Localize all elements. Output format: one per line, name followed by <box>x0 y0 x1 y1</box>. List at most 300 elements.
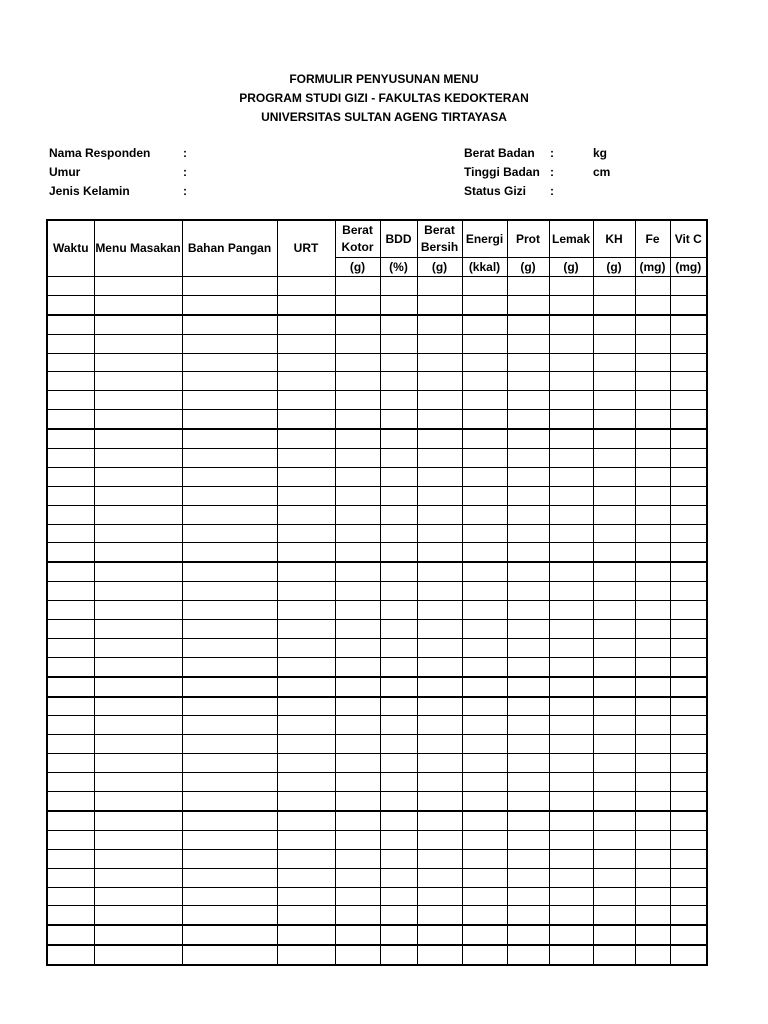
table-cell[interactable] <box>94 315 182 334</box>
table-cell[interactable] <box>182 524 277 543</box>
table-cell[interactable] <box>549 830 593 849</box>
table-cell[interactable] <box>507 868 549 887</box>
table-cell[interactable] <box>635 486 670 505</box>
table-cell[interactable] <box>635 467 670 486</box>
table-cell[interactable] <box>593 638 635 657</box>
table-cell[interactable] <box>94 677 182 697</box>
table-cell[interactable] <box>417 620 462 639</box>
table-cell[interactable] <box>417 601 462 620</box>
table-cell[interactable] <box>462 773 507 792</box>
table-cell[interactable] <box>182 334 277 353</box>
table-cell[interactable] <box>635 830 670 849</box>
table-cell[interactable] <box>670 792 707 811</box>
table-cell[interactable] <box>417 582 462 601</box>
table-cell[interactable] <box>335 353 380 372</box>
table-cell[interactable] <box>635 792 670 811</box>
table-cell[interactable] <box>593 449 635 468</box>
table-cell[interactable] <box>182 773 277 792</box>
table-cell[interactable] <box>635 277 670 296</box>
table-cell[interactable] <box>635 868 670 887</box>
table-cell[interactable] <box>670 716 707 735</box>
table-cell[interactable] <box>94 735 182 754</box>
table-cell[interactable] <box>593 792 635 811</box>
table-cell[interactable] <box>670 315 707 334</box>
table-cell[interactable] <box>593 868 635 887</box>
table-cell[interactable] <box>635 524 670 543</box>
table-cell[interactable] <box>417 353 462 372</box>
table-cell[interactable] <box>462 716 507 735</box>
table-cell[interactable] <box>670 945 707 965</box>
table-cell[interactable] <box>380 638 417 657</box>
table-cell[interactable] <box>507 792 549 811</box>
table-cell[interactable] <box>277 486 335 505</box>
table-cell[interactable] <box>635 505 670 524</box>
table-cell[interactable] <box>507 657 549 676</box>
table-cell[interactable] <box>182 315 277 334</box>
table-cell[interactable] <box>380 773 417 792</box>
table-cell[interactable] <box>380 449 417 468</box>
table-cell[interactable] <box>549 697 593 716</box>
table-cell[interactable] <box>507 716 549 735</box>
table-cell[interactable] <box>182 735 277 754</box>
table-cell[interactable] <box>94 410 182 429</box>
table-cell[interactable] <box>417 735 462 754</box>
table-cell[interactable] <box>277 697 335 716</box>
table-cell[interactable] <box>593 754 635 773</box>
table-cell[interactable] <box>635 677 670 697</box>
table-cell[interactable] <box>507 773 549 792</box>
table-cell[interactable] <box>277 410 335 429</box>
table-cell[interactable] <box>182 677 277 697</box>
table-cell[interactable] <box>417 524 462 543</box>
table-cell[interactable] <box>380 334 417 353</box>
table-cell[interactable] <box>47 697 94 716</box>
table-cell[interactable] <box>47 830 94 849</box>
table-cell[interactable] <box>417 562 462 581</box>
table-cell[interactable] <box>277 524 335 543</box>
table-cell[interactable] <box>94 562 182 581</box>
table-cell[interactable] <box>182 486 277 505</box>
table-cell[interactable] <box>593 391 635 410</box>
table-cell[interactable] <box>593 887 635 906</box>
table-cell[interactable] <box>549 677 593 697</box>
table-cell[interactable] <box>94 334 182 353</box>
table-cell[interactable] <box>417 657 462 676</box>
table-cell[interactable] <box>47 467 94 486</box>
table-cell[interactable] <box>462 486 507 505</box>
table-cell[interactable] <box>94 353 182 372</box>
table-cell[interactable] <box>549 925 593 945</box>
table-cell[interactable] <box>335 657 380 676</box>
table-cell[interactable] <box>380 372 417 391</box>
table-cell[interactable] <box>670 887 707 906</box>
table-cell[interactable] <box>635 429 670 448</box>
table-cell[interactable] <box>47 657 94 676</box>
table-cell[interactable] <box>635 372 670 391</box>
table-cell[interactable] <box>380 906 417 925</box>
table-cell[interactable] <box>507 505 549 524</box>
table-cell[interactable] <box>277 811 335 830</box>
table-cell[interactable] <box>593 277 635 296</box>
table-cell[interactable] <box>335 620 380 639</box>
table-cell[interactable] <box>593 811 635 830</box>
table-cell[interactable] <box>277 716 335 735</box>
table-cell[interactable] <box>593 486 635 505</box>
table-cell[interactable] <box>417 811 462 830</box>
table-cell[interactable] <box>335 582 380 601</box>
table-cell[interactable] <box>635 562 670 581</box>
table-cell[interactable] <box>182 582 277 601</box>
table-cell[interactable] <box>670 449 707 468</box>
table-cell[interactable] <box>635 638 670 657</box>
table-cell[interactable] <box>335 697 380 716</box>
table-cell[interactable] <box>507 830 549 849</box>
table-cell[interactable] <box>277 830 335 849</box>
table-cell[interactable] <box>507 486 549 505</box>
table-cell[interactable] <box>380 467 417 486</box>
table-cell[interactable] <box>47 391 94 410</box>
table-cell[interactable] <box>417 372 462 391</box>
table-cell[interactable] <box>277 295 335 314</box>
table-cell[interactable] <box>277 543 335 562</box>
table-cell[interactable] <box>277 925 335 945</box>
table-cell[interactable] <box>635 410 670 429</box>
table-cell[interactable] <box>670 543 707 562</box>
table-cell[interactable] <box>462 945 507 965</box>
table-cell[interactable] <box>182 925 277 945</box>
table-cell[interactable] <box>380 505 417 524</box>
table-cell[interactable] <box>277 372 335 391</box>
table-cell[interactable] <box>462 849 507 868</box>
table-cell[interactable] <box>47 277 94 296</box>
table-cell[interactable] <box>507 353 549 372</box>
table-cell[interactable] <box>380 601 417 620</box>
table-cell[interactable] <box>549 716 593 735</box>
table-cell[interactable] <box>670 467 707 486</box>
table-cell[interactable] <box>593 735 635 754</box>
table-cell[interactable] <box>670 486 707 505</box>
table-cell[interactable] <box>94 486 182 505</box>
table-cell[interactable] <box>94 391 182 410</box>
table-cell[interactable] <box>380 754 417 773</box>
table-cell[interactable] <box>182 830 277 849</box>
table-cell[interactable] <box>635 887 670 906</box>
table-cell[interactable] <box>462 754 507 773</box>
table-cell[interactable] <box>335 315 380 334</box>
table-cell[interactable] <box>670 735 707 754</box>
table-cell[interactable] <box>670 773 707 792</box>
table-cell[interactable] <box>507 391 549 410</box>
table-cell[interactable] <box>277 657 335 676</box>
table-cell[interactable] <box>47 353 94 372</box>
table-cell[interactable] <box>507 562 549 581</box>
table-cell[interactable] <box>380 353 417 372</box>
table-cell[interactable] <box>593 849 635 868</box>
table-cell[interactable] <box>549 638 593 657</box>
table-cell[interactable] <box>417 754 462 773</box>
table-cell[interactable] <box>670 582 707 601</box>
table-cell[interactable] <box>417 391 462 410</box>
table-cell[interactable] <box>335 543 380 562</box>
table-cell[interactable] <box>277 677 335 697</box>
table-cell[interactable] <box>593 562 635 581</box>
table-cell[interactable] <box>507 754 549 773</box>
table-cell[interactable] <box>507 524 549 543</box>
table-cell[interactable] <box>182 429 277 448</box>
table-cell[interactable] <box>507 925 549 945</box>
table-cell[interactable] <box>277 887 335 906</box>
table-cell[interactable] <box>462 562 507 581</box>
table-cell[interactable] <box>47 945 94 965</box>
table-cell[interactable] <box>462 830 507 849</box>
table-cell[interactable] <box>182 372 277 391</box>
table-cell[interactable] <box>94 716 182 735</box>
table-cell[interactable] <box>635 353 670 372</box>
table-cell[interactable] <box>593 582 635 601</box>
table-cell[interactable] <box>417 505 462 524</box>
table-cell[interactable] <box>47 486 94 505</box>
table-cell[interactable] <box>593 467 635 486</box>
table-cell[interactable] <box>380 868 417 887</box>
table-cell[interactable] <box>47 505 94 524</box>
table-cell[interactable] <box>335 449 380 468</box>
table-cell[interactable] <box>182 543 277 562</box>
table-cell[interactable] <box>335 906 380 925</box>
table-cell[interactable] <box>462 868 507 887</box>
table-cell[interactable] <box>549 315 593 334</box>
table-cell[interactable] <box>47 925 94 945</box>
table-cell[interactable] <box>335 505 380 524</box>
table-cell[interactable] <box>417 277 462 296</box>
table-cell[interactable] <box>549 353 593 372</box>
table-cell[interactable] <box>94 697 182 716</box>
table-cell[interactable] <box>549 372 593 391</box>
table-cell[interactable] <box>417 295 462 314</box>
table-cell[interactable] <box>277 505 335 524</box>
table-cell[interactable] <box>593 945 635 965</box>
table-cell[interactable] <box>549 486 593 505</box>
table-cell[interactable] <box>47 372 94 391</box>
table-cell[interactable] <box>549 620 593 639</box>
table-cell[interactable] <box>417 543 462 562</box>
table-cell[interactable] <box>277 849 335 868</box>
table-cell[interactable] <box>507 887 549 906</box>
table-cell[interactable] <box>335 562 380 581</box>
table-cell[interactable] <box>593 906 635 925</box>
table-cell[interactable] <box>417 945 462 965</box>
table-cell[interactable] <box>593 505 635 524</box>
table-cell[interactable] <box>549 277 593 296</box>
table-cell[interactable] <box>635 773 670 792</box>
table-cell[interactable] <box>47 754 94 773</box>
table-cell[interactable] <box>47 811 94 830</box>
table-cell[interactable] <box>380 945 417 965</box>
table-cell[interactable] <box>462 505 507 524</box>
table-cell[interactable] <box>335 601 380 620</box>
table-cell[interactable] <box>507 677 549 697</box>
table-cell[interactable] <box>335 467 380 486</box>
table-cell[interactable] <box>670 620 707 639</box>
table-cell[interactable] <box>507 601 549 620</box>
table-cell[interactable] <box>670 754 707 773</box>
table-cell[interactable] <box>549 601 593 620</box>
table-cell[interactable] <box>335 792 380 811</box>
table-cell[interactable] <box>335 773 380 792</box>
table-cell[interactable] <box>47 773 94 792</box>
table-cell[interactable] <box>335 811 380 830</box>
table-cell[interactable] <box>462 295 507 314</box>
table-cell[interactable] <box>670 925 707 945</box>
table-cell[interactable] <box>277 792 335 811</box>
table-cell[interactable] <box>462 792 507 811</box>
table-cell[interactable] <box>182 811 277 830</box>
table-cell[interactable] <box>380 792 417 811</box>
table-cell[interactable] <box>47 315 94 334</box>
table-cell[interactable] <box>417 697 462 716</box>
table-cell[interactable] <box>593 677 635 697</box>
table-cell[interactable] <box>593 315 635 334</box>
table-cell[interactable] <box>549 391 593 410</box>
table-cell[interactable] <box>47 638 94 657</box>
table-cell[interactable] <box>182 353 277 372</box>
table-cell[interactable] <box>507 811 549 830</box>
table-cell[interactable] <box>462 735 507 754</box>
table-cell[interactable] <box>94 906 182 925</box>
table-cell[interactable] <box>94 277 182 296</box>
table-cell[interactable] <box>635 945 670 965</box>
table-cell[interactable] <box>47 295 94 314</box>
table-cell[interactable] <box>593 429 635 448</box>
table-cell[interactable] <box>47 735 94 754</box>
table-cell[interactable] <box>549 582 593 601</box>
table-cell[interactable] <box>593 543 635 562</box>
table-cell[interactable] <box>47 887 94 906</box>
table-cell[interactable] <box>507 620 549 639</box>
table-cell[interactable] <box>277 467 335 486</box>
table-cell[interactable] <box>94 638 182 657</box>
table-cell[interactable] <box>335 638 380 657</box>
table-cell[interactable] <box>380 391 417 410</box>
table-cell[interactable] <box>462 467 507 486</box>
table-cell[interactable] <box>335 849 380 868</box>
table-cell[interactable] <box>549 543 593 562</box>
table-cell[interactable] <box>507 697 549 716</box>
table-cell[interactable] <box>462 620 507 639</box>
table-cell[interactable] <box>182 467 277 486</box>
table-cell[interactable] <box>335 754 380 773</box>
table-cell[interactable] <box>635 620 670 639</box>
table-cell[interactable] <box>47 792 94 811</box>
table-cell[interactable] <box>94 868 182 887</box>
table-cell[interactable] <box>670 277 707 296</box>
table-cell[interactable] <box>47 543 94 562</box>
table-cell[interactable] <box>94 505 182 524</box>
table-cell[interactable] <box>670 429 707 448</box>
table-cell[interactable] <box>635 657 670 676</box>
table-cell[interactable] <box>635 697 670 716</box>
table-cell[interactable] <box>380 277 417 296</box>
table-cell[interactable] <box>335 868 380 887</box>
table-cell[interactable] <box>549 467 593 486</box>
table-cell[interactable] <box>593 773 635 792</box>
table-cell[interactable] <box>380 697 417 716</box>
table-cell[interactable] <box>670 906 707 925</box>
table-cell[interactable] <box>380 315 417 334</box>
table-cell[interactable] <box>94 773 182 792</box>
table-cell[interactable] <box>507 315 549 334</box>
table-cell[interactable] <box>277 638 335 657</box>
table-cell[interactable] <box>417 429 462 448</box>
table-cell[interactable] <box>417 677 462 697</box>
table-cell[interactable] <box>593 697 635 716</box>
table-cell[interactable] <box>182 620 277 639</box>
table-cell[interactable] <box>277 353 335 372</box>
table-cell[interactable] <box>670 677 707 697</box>
table-cell[interactable] <box>462 697 507 716</box>
table-cell[interactable] <box>549 657 593 676</box>
table-cell[interactable] <box>507 543 549 562</box>
table-cell[interactable] <box>47 677 94 697</box>
table-cell[interactable] <box>417 467 462 486</box>
table-cell[interactable] <box>507 334 549 353</box>
table-cell[interactable] <box>47 449 94 468</box>
table-cell[interactable] <box>635 391 670 410</box>
table-cell[interactable] <box>277 277 335 296</box>
table-cell[interactable] <box>182 277 277 296</box>
table-cell[interactable] <box>670 697 707 716</box>
table-cell[interactable] <box>462 372 507 391</box>
table-cell[interactable] <box>277 429 335 448</box>
table-cell[interactable] <box>635 906 670 925</box>
table-cell[interactable] <box>462 410 507 429</box>
table-cell[interactable] <box>94 449 182 468</box>
table-cell[interactable] <box>47 601 94 620</box>
table-cell[interactable] <box>635 716 670 735</box>
table-cell[interactable] <box>462 429 507 448</box>
table-cell[interactable] <box>94 582 182 601</box>
table-cell[interactable] <box>277 601 335 620</box>
table-cell[interactable] <box>182 562 277 581</box>
table-cell[interactable] <box>94 792 182 811</box>
table-cell[interactable] <box>277 754 335 773</box>
table-cell[interactable] <box>670 849 707 868</box>
table-cell[interactable] <box>335 334 380 353</box>
table-cell[interactable] <box>47 906 94 925</box>
table-cell[interactable] <box>670 638 707 657</box>
table-cell[interactable] <box>277 391 335 410</box>
table-cell[interactable] <box>670 524 707 543</box>
table-cell[interactable] <box>417 925 462 945</box>
table-cell[interactable] <box>635 295 670 314</box>
table-cell[interactable] <box>182 697 277 716</box>
table-cell[interactable] <box>380 887 417 906</box>
table-cell[interactable] <box>94 429 182 448</box>
table-cell[interactable] <box>94 925 182 945</box>
table-cell[interactable] <box>593 353 635 372</box>
table-cell[interactable] <box>94 849 182 868</box>
table-cell[interactable] <box>635 754 670 773</box>
table-cell[interactable] <box>593 716 635 735</box>
table-cell[interactable] <box>507 849 549 868</box>
table-cell[interactable] <box>335 830 380 849</box>
table-cell[interactable] <box>549 906 593 925</box>
table-cell[interactable] <box>47 620 94 639</box>
table-cell[interactable] <box>417 334 462 353</box>
table-cell[interactable] <box>380 657 417 676</box>
table-cell[interactable] <box>335 372 380 391</box>
table-cell[interactable] <box>462 906 507 925</box>
table-cell[interactable] <box>182 716 277 735</box>
